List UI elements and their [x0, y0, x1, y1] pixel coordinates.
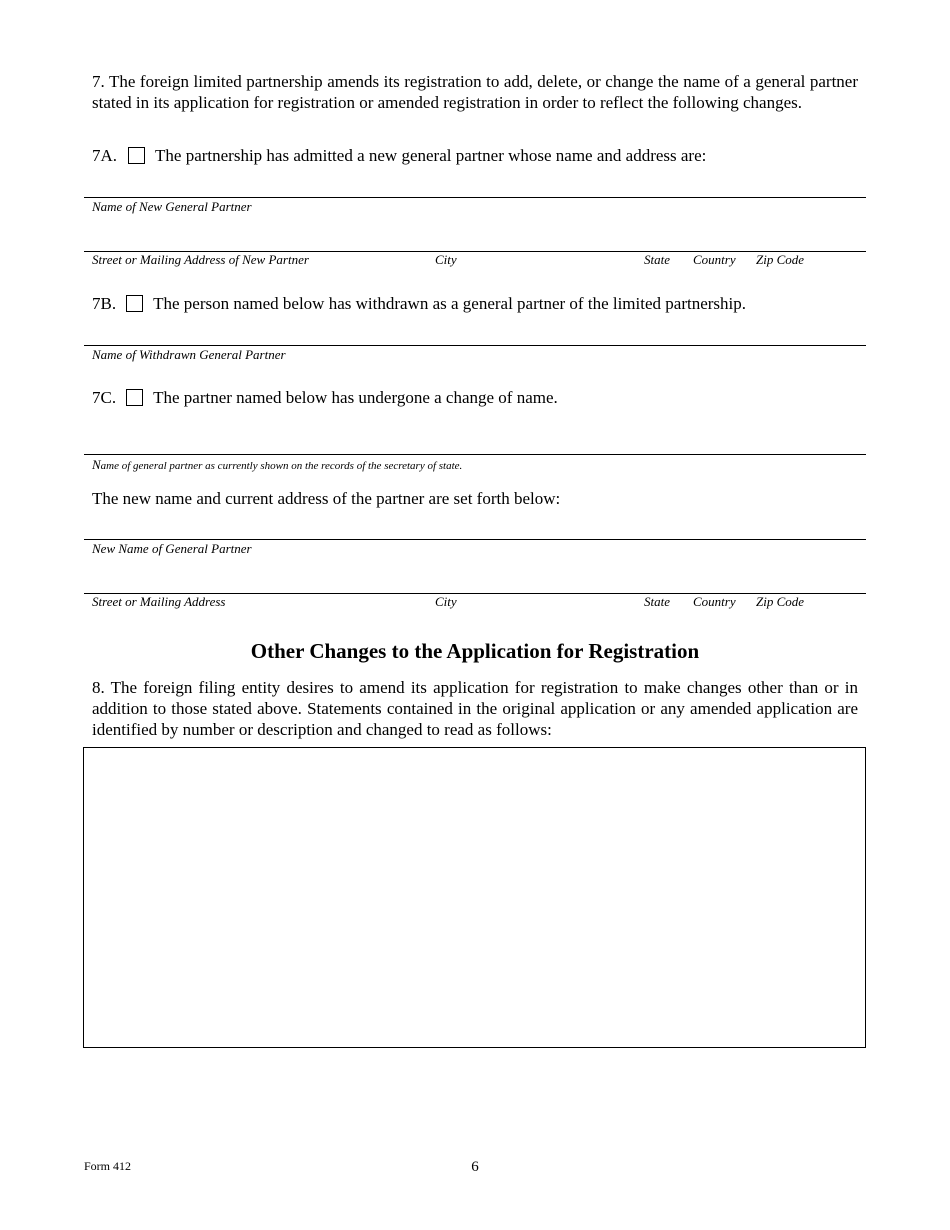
withdrawn-partner-name-caption: Name of Withdrawn General Partner: [92, 347, 286, 362]
item-7b-number: 7B.: [92, 294, 117, 313]
current-partner-name-caption-rest: ame of general partner as currently shown on the records of the secretary of state.: [100, 460, 463, 472]
checkbox-7b[interactable]: [126, 295, 143, 312]
checkbox-7a[interactable]: [128, 147, 145, 164]
item-7a-number: 7A.: [92, 146, 118, 165]
current-partner-name-line[interactable]: [84, 454, 866, 455]
current-partner-name-caption: [92, 456, 462, 474]
section-8-heading: Other Changes to the Application for Registration: [250, 639, 700, 663]
other-changes-textbox[interactable]: [83, 747, 866, 1048]
renamed-partner-city-caption: City: [435, 594, 457, 609]
section-8-intro: 8. The foreign filing entity desires to amend its application for registration to make changes other than or in addition to those stated above. Statements contained in the original application or any amended application are identified by number or description and changed to read as follows:: [92, 678, 858, 739]
new-partner-name-line[interactable]: [84, 197, 866, 198]
checkbox-7c[interactable]: [126, 389, 143, 406]
new-partner-name-caption: Name of New General Partner: [92, 199, 252, 214]
current-partner-name-caption-initial: N: [92, 457, 101, 472]
renamed-partner-address-caption: Street or Mailing Address: [92, 594, 226, 609]
section-7-intro: 7. The foreign limited partnership amends its registration to add, delete, or change the name of a general partner stated in its application for registration or amended registration in order to reflect the following changes.: [92, 72, 858, 112]
new-partner-city-caption: City: [435, 252, 457, 267]
item-7c-number: 7C.: [92, 388, 117, 407]
item-7a: [92, 145, 706, 166]
item-7b-text: The person named below has withdrawn as a general partner of the limited partnership.: [153, 294, 747, 313]
new-partner-state-caption: State: [644, 252, 670, 267]
renamed-partner-state-caption: State: [644, 594, 670, 609]
renamed-partner-zip-caption: Zip Code: [756, 594, 805, 609]
new-partner-zip-caption: Zip Code: [756, 252, 805, 267]
withdrawn-partner-name-line[interactable]: [84, 345, 866, 346]
page-number: 6: [471, 1159, 479, 1175]
new-name-intro: The new name and current address of the partner are set forth below:: [92, 489, 561, 508]
new-partner-new-name-line[interactable]: [84, 539, 866, 540]
form-number: Form 412: [84, 1159, 132, 1173]
item-7c-text: The partner named below has undergone a change of name.: [153, 388, 558, 407]
item-7c: [92, 387, 558, 408]
item-7a-text: The partnership has admitted a new general partner whose name and address are:: [155, 146, 707, 165]
item-7b: [92, 293, 746, 314]
new-partner-new-name-caption: New Name of General Partner: [92, 541, 252, 556]
renamed-partner-country-caption: Country: [693, 594, 736, 609]
new-partner-country-caption: Country: [693, 252, 736, 267]
new-partner-address-caption: Street or Mailing Address of New Partner: [92, 252, 309, 267]
